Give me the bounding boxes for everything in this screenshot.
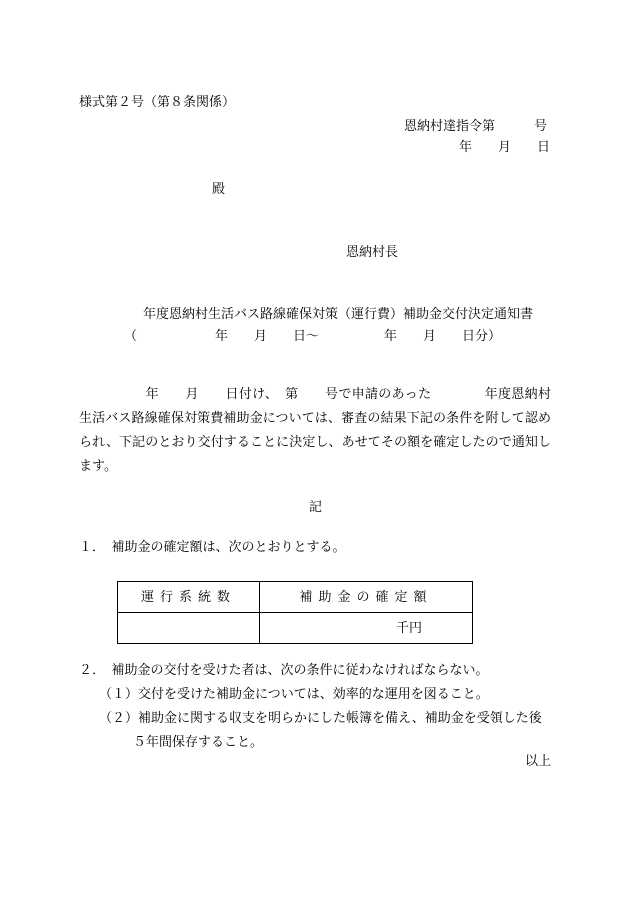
closing-mark: 以上	[525, 754, 552, 769]
table-row	[118, 613, 473, 644]
document-number: 恩納村達指令第 号	[404, 119, 548, 134]
amount-table	[117, 581, 473, 644]
cell-route-count	[118, 613, 260, 644]
document-date: 年 月 日	[459, 140, 551, 155]
item-2: ２． 補助金の交付を受けた者は、次の条件に従わなければならない。	[79, 663, 489, 678]
addressee-suffix: 殿	[212, 182, 226, 197]
ki-heading: 記	[309, 500, 323, 515]
item-2-condition-2: （２）補助金に関する収支を明らかにした帳簿を備え、補助金を受領した後	[99, 711, 542, 726]
header-route-count: 運行系統数	[118, 582, 260, 613]
item-1: １． 補助金の確定額は、次のとおりとする。	[79, 540, 346, 555]
body-paragraph: 年 月 日付け、 第 号で申請のあった 年度恩納村生活バス路線確保対策費補助金については、審査の結果下記の条件を附して認められ、下記のとおり交付することに決定し、あせてその額を確定したので通知します。	[79, 387, 551, 474]
item-2-condition-1: （１）交付を受けた補助金については、効率的な運用を図ること。	[99, 687, 489, 702]
form-label: 様式第２号（第８条関係）	[79, 95, 236, 110]
header-confirmed-amount: 補助金の確定額	[260, 582, 473, 613]
sender-name: 恩納村長	[346, 245, 399, 260]
document-title: 年度恩納村生活バス路線確保対策（運行費）補助金交付決定通知書	[143, 307, 534, 322]
item-2-condition-2-cont: ５年間保存すること。	[133, 735, 264, 750]
table-row	[118, 582, 473, 613]
period-line: （ 年 月 日～ 年 月 日分）	[124, 329, 502, 344]
cell-confirmed-amount: 千円	[260, 613, 473, 644]
